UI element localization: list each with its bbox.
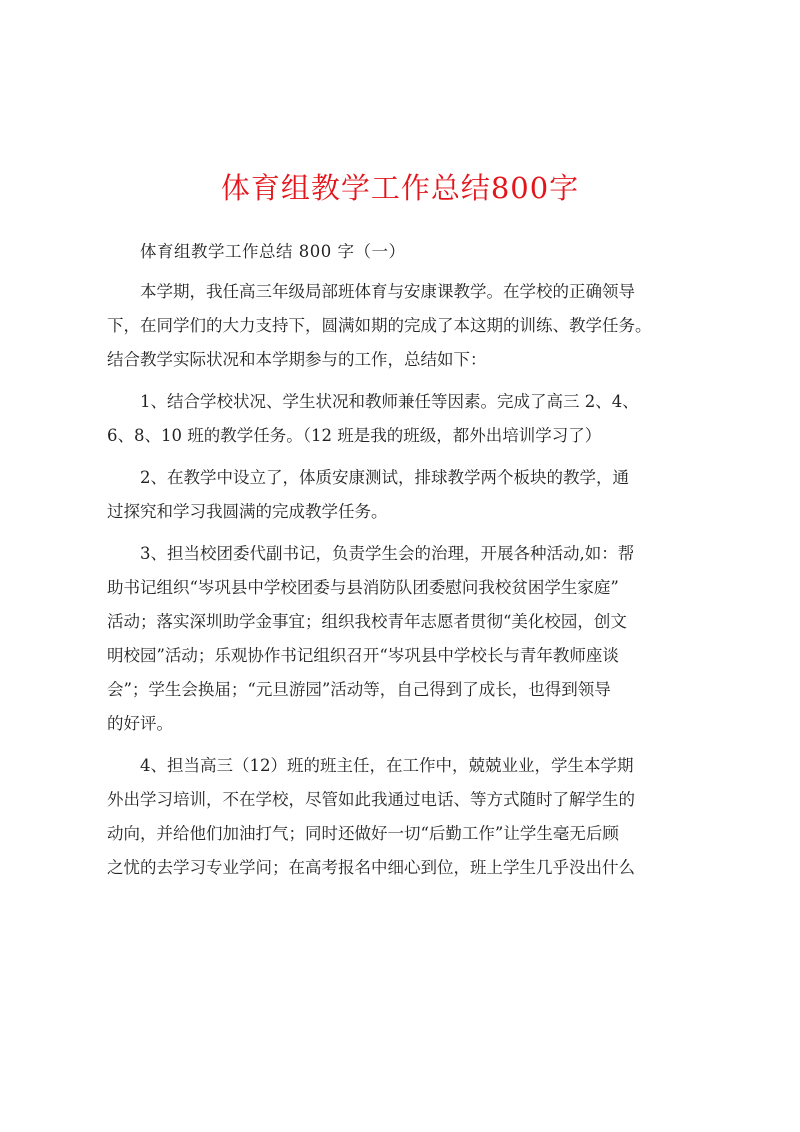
paragraph-line: 明校园”活动；乐观协作书记组织召开“岑巩县中学校长与青年教师座谈 — [107, 646, 619, 665]
paragraph-intro — [107, 275, 701, 377]
document-body — [107, 235, 701, 893]
paragraph-line: 之忧的去学习专业学问；在高考报名中细心到位，班上学生几乎没出什么 — [107, 858, 635, 877]
paragraph-line: 1、结合学校状况、学生状况和教师兼任等因素。完成了高三 2、4、 — [140, 392, 639, 411]
paragraph-item-2 — [107, 461, 701, 529]
paragraph-line: 3、担当校团委代副书记，负责学生会的治理，开展各种活动,如：帮 — [140, 544, 635, 563]
section-subtitle: 体育组教学工作总结 800 字（一） — [140, 242, 406, 261]
paragraph-item-1 — [107, 385, 701, 453]
page-title: 体育组教学工作总结800字 — [220, 171, 580, 205]
paragraph-line: 助书记组织“岑巩县中学校团委与县消防队团委慰问我校贫困学生家庭” — [107, 578, 619, 597]
paragraph-line: 动向，并给他们加油打气；同时还做好一切“后勤工作”让学生毫无后顾 — [107, 824, 619, 843]
paragraph-line: 2、在教学中设立了，体质安康测试，排球教学两个板块的教学，通 — [140, 468, 629, 487]
paragraph-line: 结合教学实际状况和本学期参与的工作，总结如下： — [107, 350, 487, 369]
paragraph-line: 下，在同学们的大力支持下，圆满如期的完成了本这期的训练、教学任务。 — [107, 316, 652, 335]
paragraph-item-3 — [107, 537, 701, 741]
paragraph-item-4 — [107, 749, 701, 885]
paragraph-line: 本学期，我任高三年级局部班体育与安康课教学。在学校的正确领导 — [140, 282, 635, 301]
paragraph-line: 外出学习培训，不在学校，尽管如此我通过电话、等方式随时了解学生的 — [107, 790, 635, 809]
paragraph-line: 会”；学生会换届；“元旦游园”活动等，自己得到了成长，也得到领导 — [107, 680, 611, 699]
paragraph-line: 活动；落实深圳助学金事宜；组织我校青年志愿者贯彻“美化校园，创文 — [107, 612, 627, 631]
paragraph-line: 过探究和学习我圆满的完成教学任务。 — [107, 502, 388, 521]
paragraph-line: 6、8、10 班的教学任务。（12 班是我的班级，都外出培训学习了） — [107, 426, 602, 445]
paragraph-line: 的好评。 — [107, 714, 173, 733]
paragraph-line: 4、担当高三（12）班的班主任，在工作中，兢兢业业，学生本学期 — [140, 756, 634, 775]
